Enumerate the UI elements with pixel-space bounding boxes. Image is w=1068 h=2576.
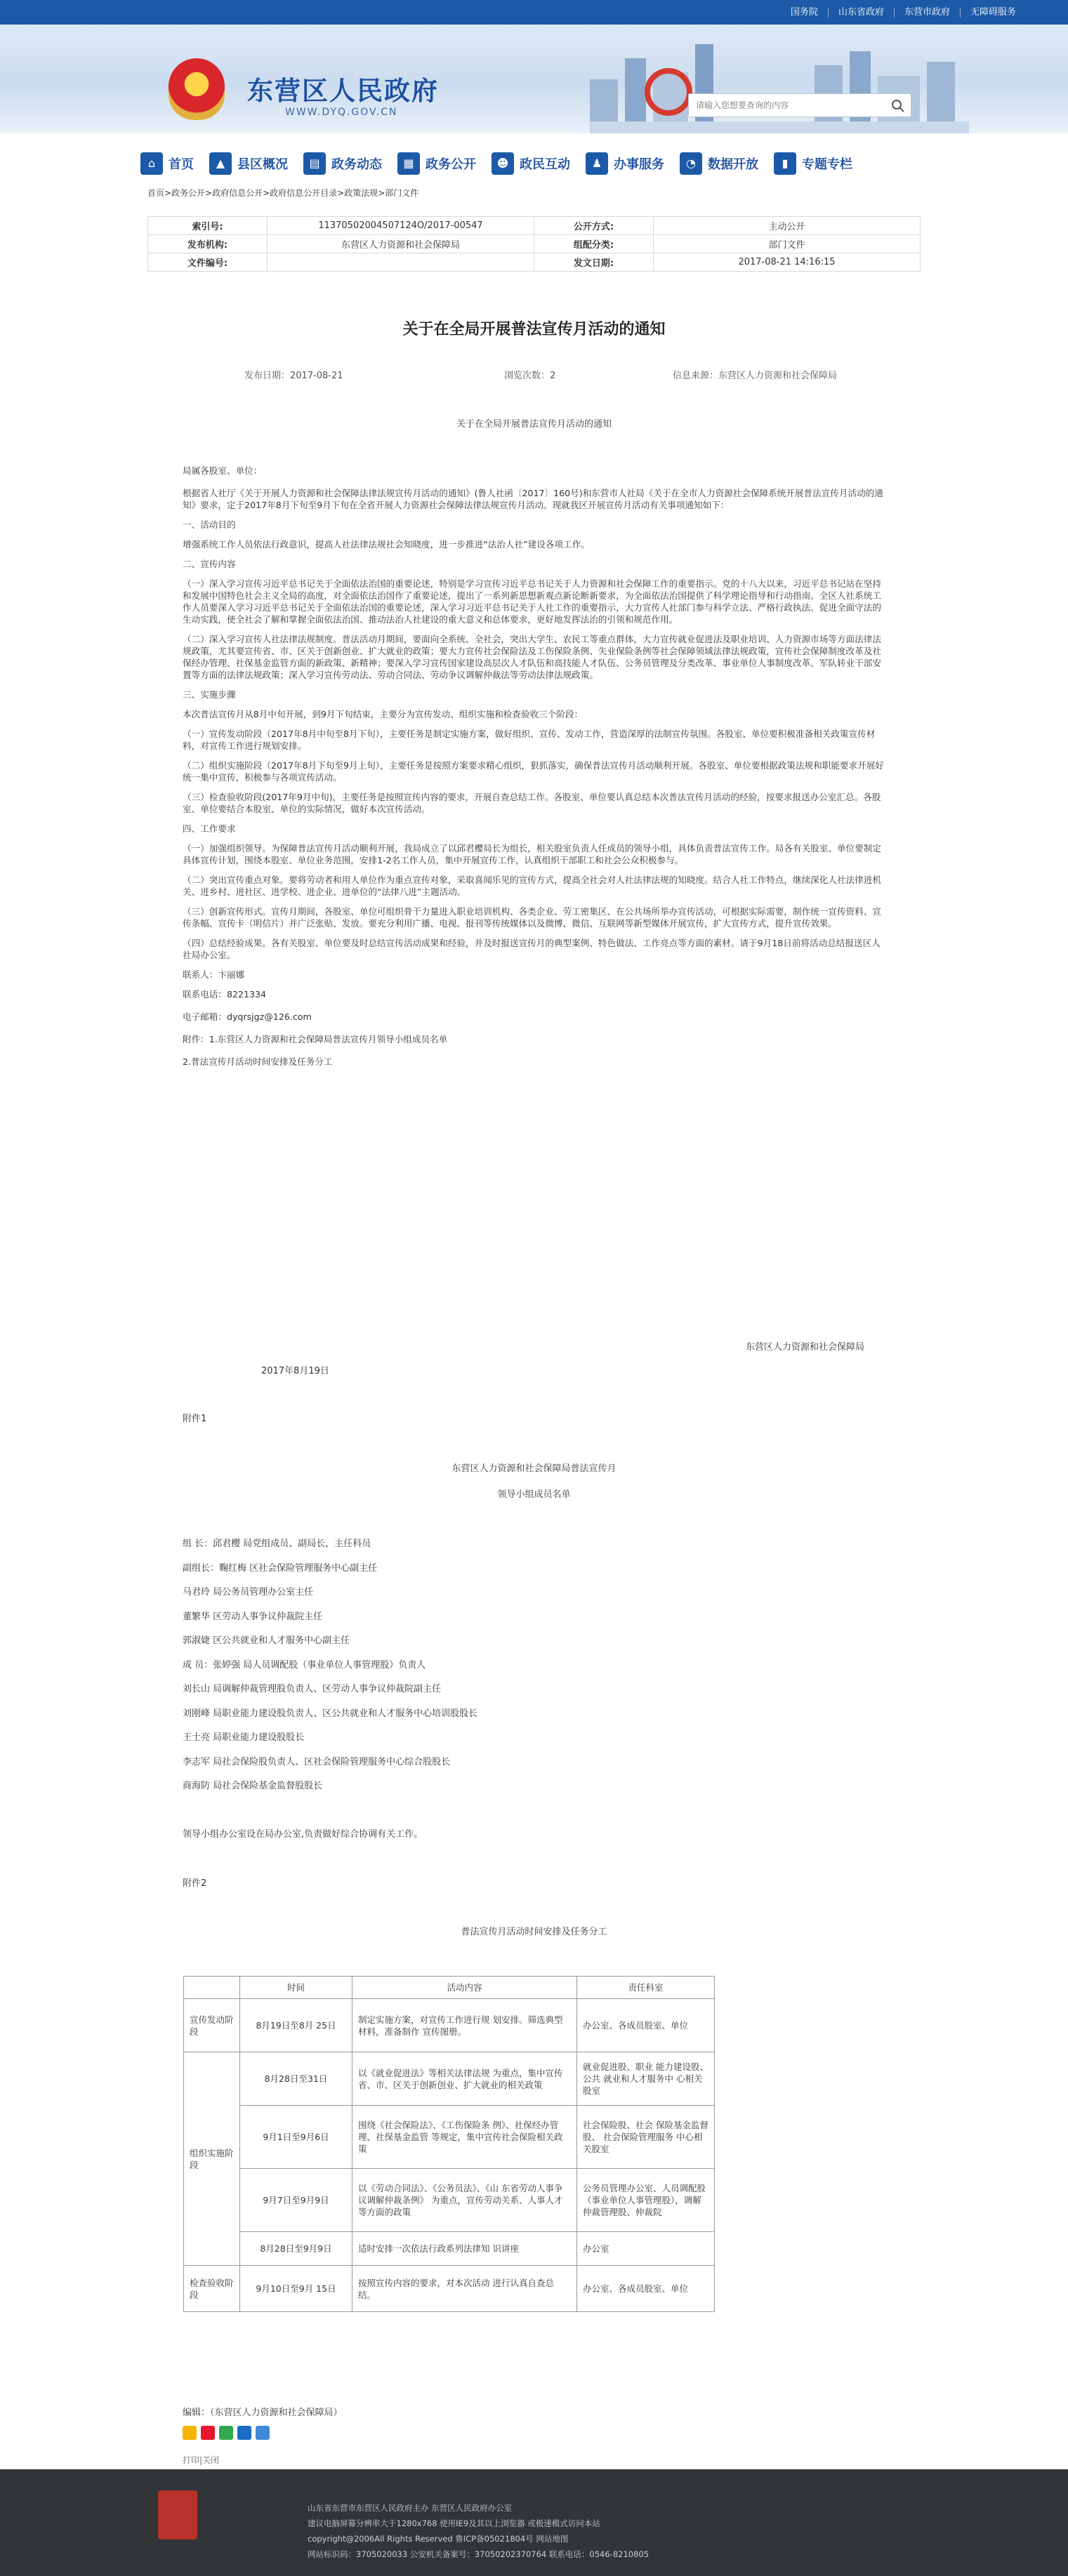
info-key: 发文日期: <box>534 253 654 272</box>
info-value: 主动公开 <box>654 217 921 235</box>
site-footer <box>0 2469 1068 2576</box>
share-weibo-icon[interactable] <box>201 2426 215 2440</box>
attachment-link-1[interactable]: 2.普法宣传月活动时间安排及任务分工 <box>183 1056 333 1067</box>
column-header: 责任科室 <box>577 1977 715 1999</box>
share-wechat-icon[interactable] <box>219 2426 233 2440</box>
body-paragraph: 本次普法宣传月从8月中旬开展，到9月下旬结束，主要分为宣传发动、组织实施和检查验收三个阶段： <box>183 709 584 719</box>
nav-item-data[interactable] <box>680 150 758 178</box>
cell-content: 以《劳动合同法》、《公务员法》、《山 东省劳动人事争议调解仲裁条例》 为重点，宣传劳动关系、人事人才 等方面的政策 <box>352 2169 577 2232</box>
footer-info <box>308 2500 649 2562</box>
info-key: 文件编号: <box>148 253 268 272</box>
chart-icon: ◔ <box>680 152 702 175</box>
person-icon: ♟ <box>586 152 608 175</box>
body-paragraph: 二、宣传内容 <box>183 559 236 569</box>
editor-credit: 编辑：（东营区人力资源和社会保障局） <box>183 2408 343 2418</box>
cell-time: 8月19日至8月 25日 <box>240 1999 352 2052</box>
signature-org: 东营区人力资源和社会保障局 <box>746 1342 865 1353</box>
attachment1-title: 东营区人力资源和社会保障局普法宣传月 <box>451 1463 617 1474</box>
member-item: 李志军 局社会保险股负责人、区社会保险管理服务中心综合股股长 <box>183 1756 451 1767</box>
column-header: 活动内容 <box>352 1977 577 1999</box>
news-icon: ▤ <box>303 152 326 175</box>
nav-label: 县区概况 <box>237 157 288 172</box>
body-paragraph: 增强系统工作人员依法行政意识，提高人社法律法规社会知晓度，进一步推进“法治人社”建设各项工作。 <box>183 539 590 550</box>
article-body <box>183 465 885 1078</box>
body-paragraph: （一）宣传发动阶段（2017年8月中旬至8月下旬），主要任务是制定实施方案，做好组织、宣传、发动工作，营造深厚的法制宣传氛围。各股室、单位要积极准备相关政策宣传材料，对宣传工作进行规划安排。 <box>183 729 876 751</box>
cell-content: 制定实施方案，对宣传工作进行规 划安排。筛选典型材料，准备制作 宣传图册。 <box>352 1999 577 2052</box>
attachment2-label: 附件2 <box>183 1878 207 1889</box>
cell-dept: 办公室、各成员股室、单位 <box>577 2266 715 2312</box>
table-row <box>184 2106 715 2169</box>
publish-date: 发布日期：2017-08-21 <box>244 371 343 381</box>
contact-person: 联系电话：8221334 <box>183 989 267 1000</box>
cell-phase: 检查验收阶段 <box>184 2266 240 2312</box>
schedule-table <box>183 1976 715 2312</box>
site-title[interactable]: 东营区人民政府 <box>247 75 439 106</box>
info-key: 发布机构: <box>148 235 268 253</box>
party-gov-logo[interactable] <box>158 2490 197 2540</box>
top-link-guowuyuan[interactable]: 国务院 <box>790 6 818 18</box>
body-paragraph: 一、活动目的 <box>183 519 236 530</box>
signature-date: 2017年8月19日 <box>261 1366 329 1376</box>
table-row <box>184 2169 715 2232</box>
info-value: 2017-08-21 14:16:15 <box>654 253 921 272</box>
table-row <box>184 1999 715 2052</box>
top-link-city[interactable]: 东营市政府 <box>894 8 960 18</box>
nav-label: 首页 <box>169 157 194 172</box>
view-count: 浏览次数：2 <box>504 371 556 381</box>
member-item: 副组长：鞠红梅 区社会保险管理服务中心副主任 <box>183 1562 378 1574</box>
body-paragraph: 三、实施步骤 <box>183 689 236 700</box>
member-item: 王士亮 局职业能力建设股股长 <box>183 1732 305 1743</box>
body-spacer: 附件：1.东营区人力资源和社会保障局普法宣传月领导小组成员名单 <box>183 1034 448 1044</box>
member-item: 刘长山 局调解仲裁管理股负责人、区劳动人事争议仲裁院副主任 <box>183 1684 442 1694</box>
info-value: 部门文件 <box>654 235 921 253</box>
cell-dept: 公务员管理办公室、人员调配股（事业单位人事管理股），调解仲裁管理股、仲裁院 <box>577 2169 715 2232</box>
footer-line: 山东省东营市东营区人民政府主办 东营区人民政府办公室 <box>308 2503 513 2513</box>
cell-dept: 办公室 <box>577 2232 715 2266</box>
nav-item-interaction[interactable] <box>492 150 570 178</box>
cell-time: 8月28日至31日 <box>240 2052 352 2106</box>
cell-time: 9月10日至9月 15日 <box>240 2266 352 2312</box>
body-paragraph: （二）组织实施阶段（2017年8月下旬至9月上旬），主要任务是按照方案要求精心组织，狠抓落实，确保普法宣传月活动顺利开展。各股室、单位要根据政策法规和职能要求开展好统一集中宣传，积极参与各项宣传活动。 <box>183 760 884 783</box>
cell-time: 9月1日至9月6日 <box>240 2106 352 2169</box>
footer-line: 建议电脑屏幕分辨率大于1280x768 使用IE9及其以上浏览器 或极速模式访问本站 <box>308 2518 600 2528</box>
skyline-illustration <box>590 37 969 133</box>
table-row <box>184 2266 715 2312</box>
table-row <box>184 2052 715 2106</box>
body-paragraph: （三）创新宣传形式。宣传月期间，各股室、单位可组织骨干力量进入职业培训机构、各类企业、劳工密集区、在公共场所举办宣传活动，可根据实际需要，制作统一宣传资料、宣传条幅、宣传卡（明信片）并广泛张贴、发放。要充分利用广播、电视、报刊等传统媒体以及微博、微信、互联网等新型媒体开展宣传，扩大宣传方式，提升宣传效果。 <box>183 906 881 929</box>
column-header: 时间 <box>240 1977 352 1999</box>
cell-content: 围绕《社会保险法》、《工伤保险条 例》、社保经办管理、社保基金监管 等规定，集中宣传社会保险相关政 策 <box>352 2106 577 2169</box>
body-paragraph: （一）加强组织领导。为保障普法宣传月活动顺利开展，我局成立了以邱君樱局长为组长，相关股室负责人任成员的领导小组，具体负责普法宣传工作。局各有关股室、单位要制定具体宣传计划，围绕本股室、单位业务范围，安排1-2名工作人员，集中开展宣传工作，认真组织干部职工和社会公众积极参与。 <box>183 843 881 865</box>
info-source: 信息来源：东营区人力资源和社会保障局 <box>673 371 838 381</box>
member-item: 商海防 局社会保险基金监督股股长 <box>183 1781 323 1791</box>
cell-phase: 宣传发动阶段 <box>184 1999 240 2052</box>
site-url: WWW.DYQ.GOV.CN <box>285 107 398 118</box>
top-bar <box>0 0 1068 25</box>
cell-content: 适时安排一次依法行政系列法律知 识讲座 <box>352 2232 577 2266</box>
member-item: 刘刚峰 局职业能力建设股负责人、区公共就业和人才服务中心培训股股长 <box>183 1708 478 1719</box>
column-header <box>184 1977 240 1999</box>
nav-label: 数据开放 <box>708 157 758 172</box>
attachment1-note: 领导小组办公室设在局办公室,负责做好综合协调有关工作。 <box>183 1829 423 1840</box>
member-list <box>183 1532 477 1799</box>
cell-time: 9月7日至9月9日 <box>240 2169 352 2232</box>
info-value: 东营区人力资源和社会保障局 <box>268 235 534 253</box>
footer-line: copyright@2006All Rights Reserved 鲁ICP备05021804号 网站地图 <box>308 2534 569 2544</box>
body-paragraph: （二）深入学习宣传人社法律法规制度。普法活动月期间，要面向全系统、全社会，突出大学生、农民工等重点群体，大力宣传就业促进法及职业培训、人力资源市场等方面法律法规政策，尤其要宣传省、市、区关于创新创业、扩大就业的政策；要大力宣传社会保险法及工伤保险条例、失业保险条例等社会保障领域法律法规政策，宣传社会保障制度改革及社保经办管理、社保基金监管方面的新政策、新精神；要深入学习宣传国家建设高层次人才队伍和高技能人才队伍、公务员管理及分类改革、事业单位人事制度改革、军队转业干部安置等方面的法律法规政策；深入学习宣传劳动法、劳动合同法、劳动争议调解仲裁法等劳动法律法规政策。 <box>183 634 881 680</box>
main-nav <box>0 133 1068 193</box>
member-item: 成 员：张婷强 局人员调配股（事业单位人事管理股）负责人 <box>183 1659 426 1671</box>
body-paragraph: 根据省人社厅《关于开展人力资源和社会保障法律法规宣传月活动的通知》(鲁人社函〔2017〕160号)和东营市人社局《关于在全市人力资源社会保障系统开展普法宣传月活动的通知》要求，定于2017年8月下旬至9月下旬在全省开展人力资源社会保障法律法规宣传月活动。现就我区开展宣传月活动有关事项通知如下： <box>183 488 883 510</box>
search-input[interactable] <box>689 94 871 117</box>
top-link-province[interactable]: 山东省政府 <box>828 8 894 18</box>
body-paragraph: 四、工作要求 <box>183 823 236 834</box>
member-item: 郭淑婕 区公共就业和人才服务中心副主任 <box>183 1635 350 1646</box>
cell-dept: 办公室、各成员股室、单位 <box>577 1999 715 2052</box>
top-links <box>781 0 1026 25</box>
table-row <box>184 2232 715 2266</box>
body-paragraph: 联系人：卞丽娜 <box>183 969 245 980</box>
document-icon: ▦ <box>397 152 420 175</box>
attachment1-subtitle: 领导小组成员名单 <box>497 1489 571 1500</box>
cell-dept: 就业促进股、职业 能力建设股、公共 就业和人才服务中 心相关股室 <box>577 2052 715 2106</box>
print-close-links[interactable]: 打印|关闭 <box>183 2455 220 2465</box>
info-key: 组配分类: <box>534 235 654 253</box>
nav-label: 专题专栏 <box>802 157 852 172</box>
national-emblem <box>169 58 225 120</box>
nav-label: 办事服务 <box>614 157 664 172</box>
home-icon: ⌂ <box>140 152 163 175</box>
search-icon[interactable] <box>890 98 907 114</box>
footer-line: 网站标识码：3705020033 公安机关备案号：37050202370764 联系电话：0546-8210805 <box>308 2549 650 2559</box>
nav-item-services[interactable] <box>586 150 664 178</box>
cell-phase: 组织实施阶段 <box>184 2052 240 2266</box>
top-link-accessibility[interactable]: 无障碍服务 <box>960 8 1026 18</box>
cell-content: 按照宣传内容的要求，对本次活动 进行认真自查总结。 <box>352 2266 577 2312</box>
share-more-icon[interactable] <box>256 2426 270 2440</box>
body-paragraph: （一）深入学习宣传习近平总书记关于全面依法治国的重要论述，特别是学习宣传习近平总书记关于人力资源和社会保障工作的重要指示。党的十八大以来，习近平总书记站在坚持和发展中国特色社会主义全局的高度，对全面依法治国作了重要论述，提出了一系列新思想新观点新论断新要求，为全面依法治国提供了科学理论指导和行动指南。全区人社系统工作人员要深入学习习近平总书记关于全面依法治国的重要论述，深入学习习近平总书记关于人社工作的重要指示，大力宣传人社部门参与科学立法、严格行政执法、促进全面守法的生动实践，使全社会了解和掌握全面依法治国、推动法治人社建设的重大意义和总体要求，更好地发挥法治的引领和规范作用。 <box>183 578 881 625</box>
search-box <box>688 93 911 117</box>
share-renren-icon[interactable] <box>237 2426 251 2440</box>
document-info-table <box>147 216 921 272</box>
bookmark-icon: ▮ <box>774 152 796 175</box>
info-value <box>268 253 534 272</box>
info-value: 11370502004507124O/2017-00547 <box>268 217 534 235</box>
body-paragraph: （四）总结经验成果。各有关股室、单位要及时总结宣传活动成果和经验，并及时报送宣传月的典型案例、特色做法、工作亮点等方面的素材。请于9月18日前将活动总结报送区人社局办公室。 <box>183 938 881 960</box>
member-item: 马君玲 局公务员管理办公室主任 <box>183 1587 314 1598</box>
nav-label: 政务动态 <box>331 157 382 172</box>
member-item: 组 长：邱君樱 局党组成员、副局长，主任科员 <box>183 1539 371 1549</box>
mountain-icon: ▲ <box>209 152 232 175</box>
nav-item-overview[interactable] <box>209 150 288 178</box>
share-qzone-icon[interactable] <box>183 2426 197 2440</box>
body-paragraph: （三）检查验收阶段(2017年9月中旬)，主要任务是按照宣传内容的要求，开展自查总结工作。各股室、单位要认真总结本次普法宣传月活动的经验，按要求报送办公室汇总。各股室、单位要结合本股室、单位的实际情况，做好本次宣传活动。 <box>183 792 881 814</box>
site-banner <box>0 25 1068 133</box>
article-subtitle: 关于在全局开展普法宣传月活动的通知 <box>456 419 612 430</box>
nav-label: 政民互动 <box>520 157 570 172</box>
body-paragraph: 局属各股室、单位： <box>183 465 263 476</box>
table-header-row <box>184 1977 715 1999</box>
contact-phone: 电子邮箱：dyqrsjgz@126.com <box>183 1011 312 1022</box>
attachment2-title: 普法宣传月活动时间安排及任务分工 <box>461 1927 607 1937</box>
cell-dept: 社会保险股、社会 保险基金监督股、 社会保险管理服务 中心相关股室 <box>577 2106 715 2169</box>
info-key: 公开方式: <box>534 217 654 235</box>
article-title: 关于在全局开展普法宣传月活动的通知 <box>402 321 666 338</box>
nav-item-news[interactable] <box>303 150 382 178</box>
people-icon: ☻ <box>492 152 514 175</box>
cell-time: 8月28日至9月9日 <box>240 2232 352 2266</box>
attachment1-label: 附件1 <box>183 1414 207 1424</box>
nav-item-topics[interactable] <box>774 150 852 178</box>
nav-label: 政务公开 <box>426 157 476 172</box>
breadcrumb[interactable]: 首页>政务公开>政府信息公开>政府信息公开目录>政策法规>部门文件 <box>147 188 419 198</box>
nav-item-home[interactable] <box>140 150 194 178</box>
info-key: 索引号: <box>148 217 268 235</box>
body-paragraph: （二）突出宣传重点对象。要将劳动者和用人单位作为重点宣传对象，采取喜闻乐见的宣传方式，提高全社会对人社法律法规的知晓度。结合人社工作特点，继续深化人社法律进机关、进乡村、进社区、进学校、进企业、进单位的“法律八进”主题活动。 <box>183 875 881 897</box>
share-buttons <box>183 2426 274 2440</box>
member-item: 董繁华 区劳动人事争议仲裁院主任 <box>183 1611 323 1622</box>
cell-content: 以《就业促进法》等相关法律法规 为重点，集中宣传省、市、区关于创新创业、扩大就业的相关政策 <box>352 2052 577 2106</box>
nav-item-open[interactable] <box>397 150 476 178</box>
